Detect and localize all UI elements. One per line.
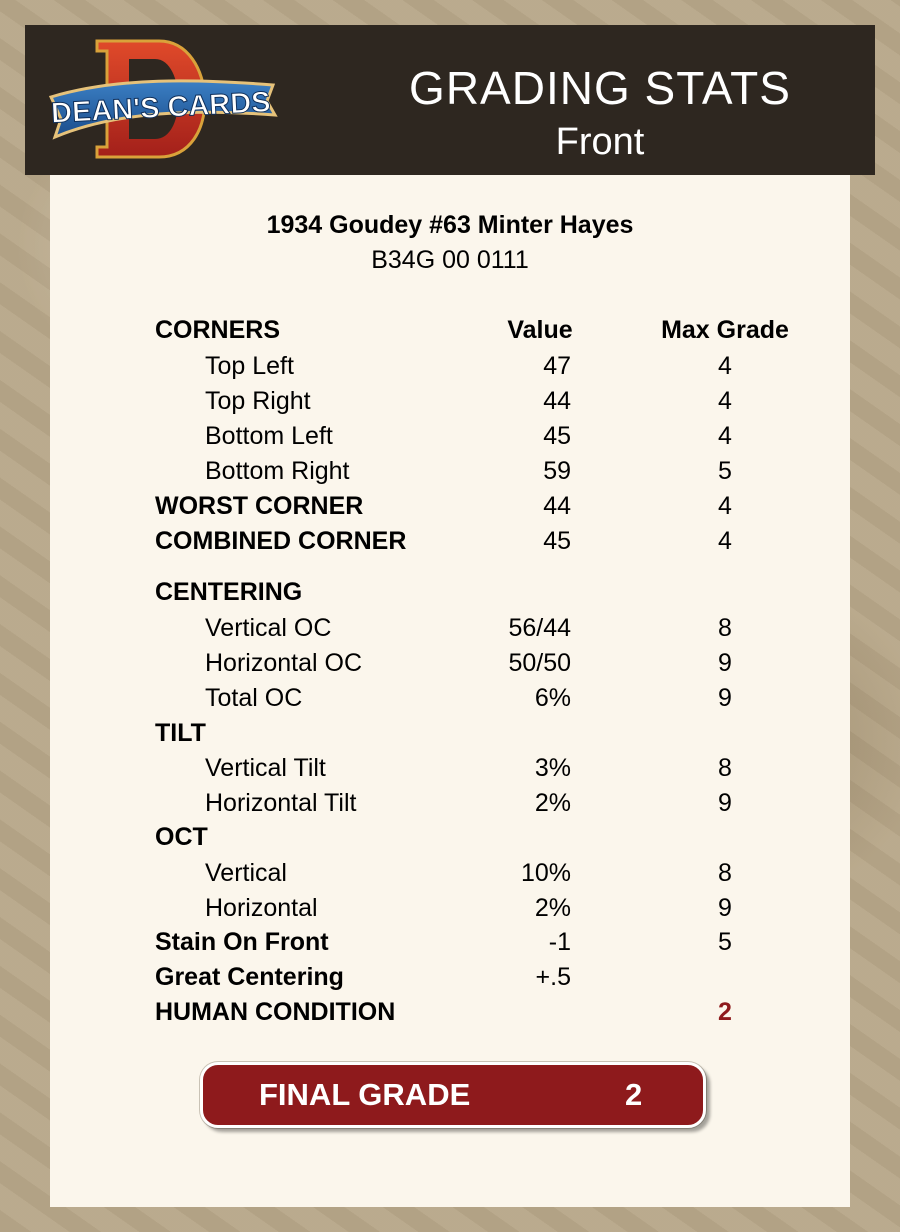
row-label: Total OC [205,684,303,712]
page-title: GRADING STATS [409,62,791,114]
final-grade-label: FINAL GRADE [259,1077,471,1112]
final-grade-value: 2 [625,1077,643,1112]
row-value: -1 [548,928,571,956]
table-row [155,892,755,924]
card-title: 1934 Goudey #63 Minter Hayes [266,211,634,239]
row-label: Vertical Tilt [205,754,326,782]
page-subtitle: Front [555,121,645,163]
row-value: 44 [543,492,571,520]
row-grade: 4 [718,527,732,555]
table-row [155,455,755,487]
table-row [155,490,755,522]
row-label: Bottom Left [205,422,333,450]
stats-card [50,175,850,1207]
row-label: CORNERS [155,316,281,344]
row-label: Stain On Front [155,928,329,956]
table-row [155,612,755,644]
section-tilt-row [155,717,755,749]
row-label: TILT [155,719,206,747]
row-label: HUMAN CONDITION [155,998,396,1026]
human-condition-grade: 2 [718,998,732,1026]
row-label: Great Centering [155,963,344,991]
row-grade: 9 [718,894,732,922]
deans-cards-logo [47,37,279,161]
row-grade: 8 [718,859,732,887]
cert-number: B34G 00 0111 [371,246,529,274]
table-row [155,926,755,958]
table-row [155,420,755,452]
table-row [155,682,755,714]
row-value: 47 [543,352,571,380]
row-label: Horizontal OC [205,649,362,677]
row-value: 45 [543,422,571,450]
row-grade: 5 [718,457,732,485]
row-label: WORST CORNER [155,492,364,520]
row-value: 44 [543,387,571,415]
table-row [155,857,755,889]
row-grade: 9 [718,649,732,677]
column-header-max-grade: Max Grade [661,316,789,344]
row-label: Vertical OC [205,614,332,642]
row-label: Bottom Right [205,457,350,485]
column-header-value: Value [507,316,573,344]
table-row [155,525,755,557]
row-value: 56/44 [508,614,571,642]
table-row [155,385,755,417]
table-row [155,752,755,784]
section-oct-row [155,821,755,853]
table-row [155,961,755,993]
row-grade: 8 [718,614,732,642]
row-label: Top Left [205,352,294,380]
row-label: Horizontal Tilt [205,789,357,817]
row-grade: 4 [718,387,732,415]
row-value: 45 [543,527,571,555]
row-label: OCT [155,823,208,851]
row-label: Top Right [205,387,311,415]
row-label: Vertical [205,859,287,887]
row-grade: 9 [718,789,732,817]
row-label: CENTERING [155,578,303,606]
row-grade: 8 [718,754,732,782]
row-label: Horizontal [205,894,318,922]
section-centering-row [155,576,755,608]
human-condition-row [155,996,755,1028]
row-label: COMBINED CORNER [155,527,407,555]
row-value: +.5 [535,963,571,991]
row-grade: 9 [718,684,732,712]
table-row [155,787,755,819]
row-grade: 4 [718,492,732,520]
row-grade: 4 [718,422,732,450]
row-value: 2% [534,894,571,922]
section-corners-row [155,314,789,346]
row-grade: 5 [718,928,732,956]
row-value: 3% [534,754,571,782]
row-value: 6% [534,684,571,712]
final-grade-badge [200,1062,706,1128]
row-grade: 4 [718,352,732,380]
logo-wordmark: DEAN'S CARDS [50,86,272,130]
row-value: 2% [534,789,571,817]
table-row [155,350,755,382]
row-value: 59 [543,457,571,485]
table-row [155,647,755,679]
header-bar [25,25,875,175]
row-value: 50/50 [508,649,571,677]
row-value: 10% [520,859,571,887]
